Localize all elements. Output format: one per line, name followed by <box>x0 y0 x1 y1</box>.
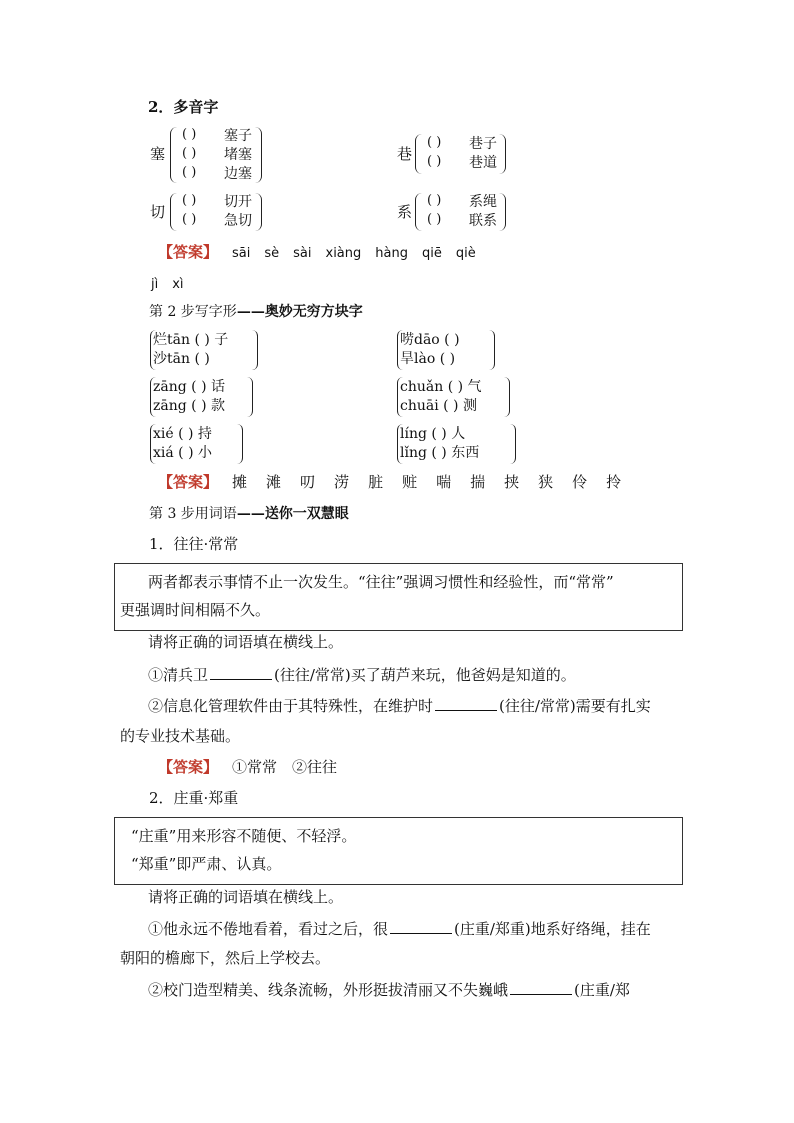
char-form-item: chuǎn ( ) 气 <box>400 379 482 395</box>
char-form-item: xiá ( ) 小 <box>153 445 212 461</box>
char-form-item: 旱lào ( ) <box>400 351 456 367</box>
polyphone-word: 堵塞 <box>224 147 252 163</box>
exercise-line <box>148 667 576 683</box>
answer-char: 脏 <box>368 473 384 491</box>
left-brace <box>170 193 177 231</box>
right-brace <box>504 377 510 417</box>
polyphone-word: 塞子 <box>224 128 252 144</box>
answer-chars-row <box>232 475 640 490</box>
instruction-text: 请将正确的词语填在横线上。 <box>148 633 344 651</box>
answer-char: 滩 <box>266 473 282 491</box>
paren-blank: ( ) <box>182 193 197 208</box>
char-form-item: 沙tān ( ) <box>153 351 210 367</box>
explanation-text: “庄重”用来形容不随便、不轻浮。 <box>131 827 357 845</box>
step2-title <box>149 305 363 319</box>
right-brace <box>499 193 506 231</box>
paren-blank: ( ) <box>182 127 197 142</box>
explanation-text: 两者都表示事情不止一次发生。“往往”强调习惯性和经验性，而“常常” <box>148 573 614 591</box>
polyphone-word: 系绳 <box>469 194 497 210</box>
polyphone-char-xi: 系 <box>397 203 413 221</box>
exercise-text: (往往/常常)需要有扎实 <box>499 697 651 715</box>
answer-pinyin-row <box>232 247 490 260</box>
answer-char: 涝 <box>334 473 350 491</box>
right-brace <box>489 330 495 370</box>
polyphone-char-sai: 塞 <box>150 145 166 163</box>
answer-char: 狭 <box>538 473 554 491</box>
pinyin-answer: sè <box>264 246 280 261</box>
paren-blank: ( ) <box>427 212 442 227</box>
char-form-item: líng ( ) 人 <box>400 426 466 442</box>
polyphone-word: 边塞 <box>224 166 252 182</box>
pinyin-answer: sài <box>293 246 312 261</box>
polyphone-char-qie: 切 <box>150 203 166 221</box>
answer-char: 摊 <box>232 473 248 491</box>
right-brace <box>499 134 506 174</box>
char-form-item: lǐng ( ) 东西 <box>400 445 480 461</box>
left-brace <box>415 193 422 231</box>
step2-subtitle: ——奥妙无穷方块字 <box>236 304 363 320</box>
step3-subtitle: ——送你一双慧眼 <box>236 506 349 522</box>
fill-blank[interactable] <box>210 667 272 680</box>
paren-blank: ( ) <box>182 212 197 227</box>
char-form-item: 烂tān ( ) 子 <box>153 332 229 348</box>
char-form-item: xié ( ) 持 <box>153 426 212 442</box>
word-pair-title: 2．庄重·郑重 <box>149 789 239 807</box>
exercise-text: (往往/常常)买了葫芦来玩，他爸妈是知道的。 <box>274 666 576 684</box>
exercise-text: (庄重/郑 <box>574 981 630 999</box>
left-brace <box>170 127 177 183</box>
exercise-text: 朝阳的檐廊下，然后上学校去。 <box>120 949 331 967</box>
polyphone-word: 急切 <box>224 213 252 229</box>
answer-pinyin-row <box>151 278 198 291</box>
polyphone-word: 巷子 <box>469 136 497 152</box>
pinyin-answer: qiē <box>421 246 442 261</box>
step3-title-text: 第 3 步用词语 <box>149 506 237 522</box>
answer-row <box>158 760 337 775</box>
char-form-item: zāng ( ) 话 <box>153 379 225 395</box>
polyphone-word: 切开 <box>224 194 252 210</box>
polyphone-char-xiang: 巷 <box>397 145 413 163</box>
pinyin-answer: jì <box>151 277 159 292</box>
right-brace <box>510 424 516 464</box>
explanation-text: “郑重”即严肃、认真。 <box>131 855 282 873</box>
pinyin-answer: hàng <box>375 246 408 261</box>
section-title-polyphones: 2．多音字 <box>148 98 219 116</box>
pinyin-answer: sāi <box>232 246 251 261</box>
pinyin-answer: qiè <box>455 246 476 261</box>
exercise-text: ①清兵卫 <box>148 666 209 684</box>
paren-blank: ( ) <box>182 165 197 180</box>
paren-blank: ( ) <box>427 193 442 208</box>
right-brace <box>252 330 258 370</box>
char-form-item: zāng ( ) 款 <box>153 398 225 414</box>
exercise-text: (庄重/郑重)地系好络绳，挂在 <box>454 920 651 938</box>
pinyin-answer: xì <box>172 277 184 292</box>
answer-char: 喘 <box>436 473 452 491</box>
exercise-text: 的专业技术基础。 <box>120 727 241 745</box>
exercise-line <box>148 698 651 714</box>
answer-char: 叨 <box>300 473 316 491</box>
fill-blank[interactable] <box>510 982 572 995</box>
exercise-text: ②信息化管理软件由于其特殊性，在维护时 <box>148 697 434 715</box>
answer-text: ①常常 ②往往 <box>232 758 338 776</box>
answer-label: 【答案】 <box>158 758 219 776</box>
answer-char: 挟 <box>504 473 520 491</box>
pinyin-answer: xiàng <box>325 246 362 261</box>
polyphone-word: 联系 <box>469 213 497 229</box>
right-brace <box>255 127 262 183</box>
answer-label: 【答案】 <box>158 473 219 491</box>
answer-char: 赃 <box>402 473 418 491</box>
fill-blank[interactable] <box>390 921 452 934</box>
paren-blank: ( ) <box>182 146 197 161</box>
explanation-text: 更强调时间相隔不久。 <box>120 601 271 619</box>
paren-blank: ( ) <box>427 154 442 169</box>
answer-label: 【答案】 <box>158 243 219 261</box>
exercise-text: ②校门造型精美、线条流畅，外形挺拔清丽又不失巍峨 <box>148 981 509 999</box>
word-pair-title: 1．往往·常常 <box>149 535 239 553</box>
right-brace <box>237 424 243 464</box>
step3-title <box>149 507 349 521</box>
char-form-item: chuāi ( ) 测 <box>400 398 477 414</box>
right-brace <box>247 377 253 417</box>
exercise-line <box>148 982 630 998</box>
step2-title-text: 第 2 步写字形 <box>149 304 237 320</box>
polyphone-word: 巷道 <box>469 155 497 171</box>
answer-char: 揣 <box>470 473 486 491</box>
exercise-text: ①他永远不倦地看着，看过之后，很 <box>148 920 389 938</box>
fill-blank[interactable] <box>435 698 497 711</box>
paren-blank: ( ) <box>427 135 442 150</box>
instruction-text: 请将正确的词语填在横线上。 <box>148 888 344 906</box>
right-brace <box>255 193 262 231</box>
char-form-item: 唠dāo ( ) <box>400 332 460 348</box>
left-brace <box>415 134 422 174</box>
answer-char: 拎 <box>606 473 622 491</box>
answer-char: 伶 <box>572 473 588 491</box>
exercise-line <box>148 921 651 937</box>
